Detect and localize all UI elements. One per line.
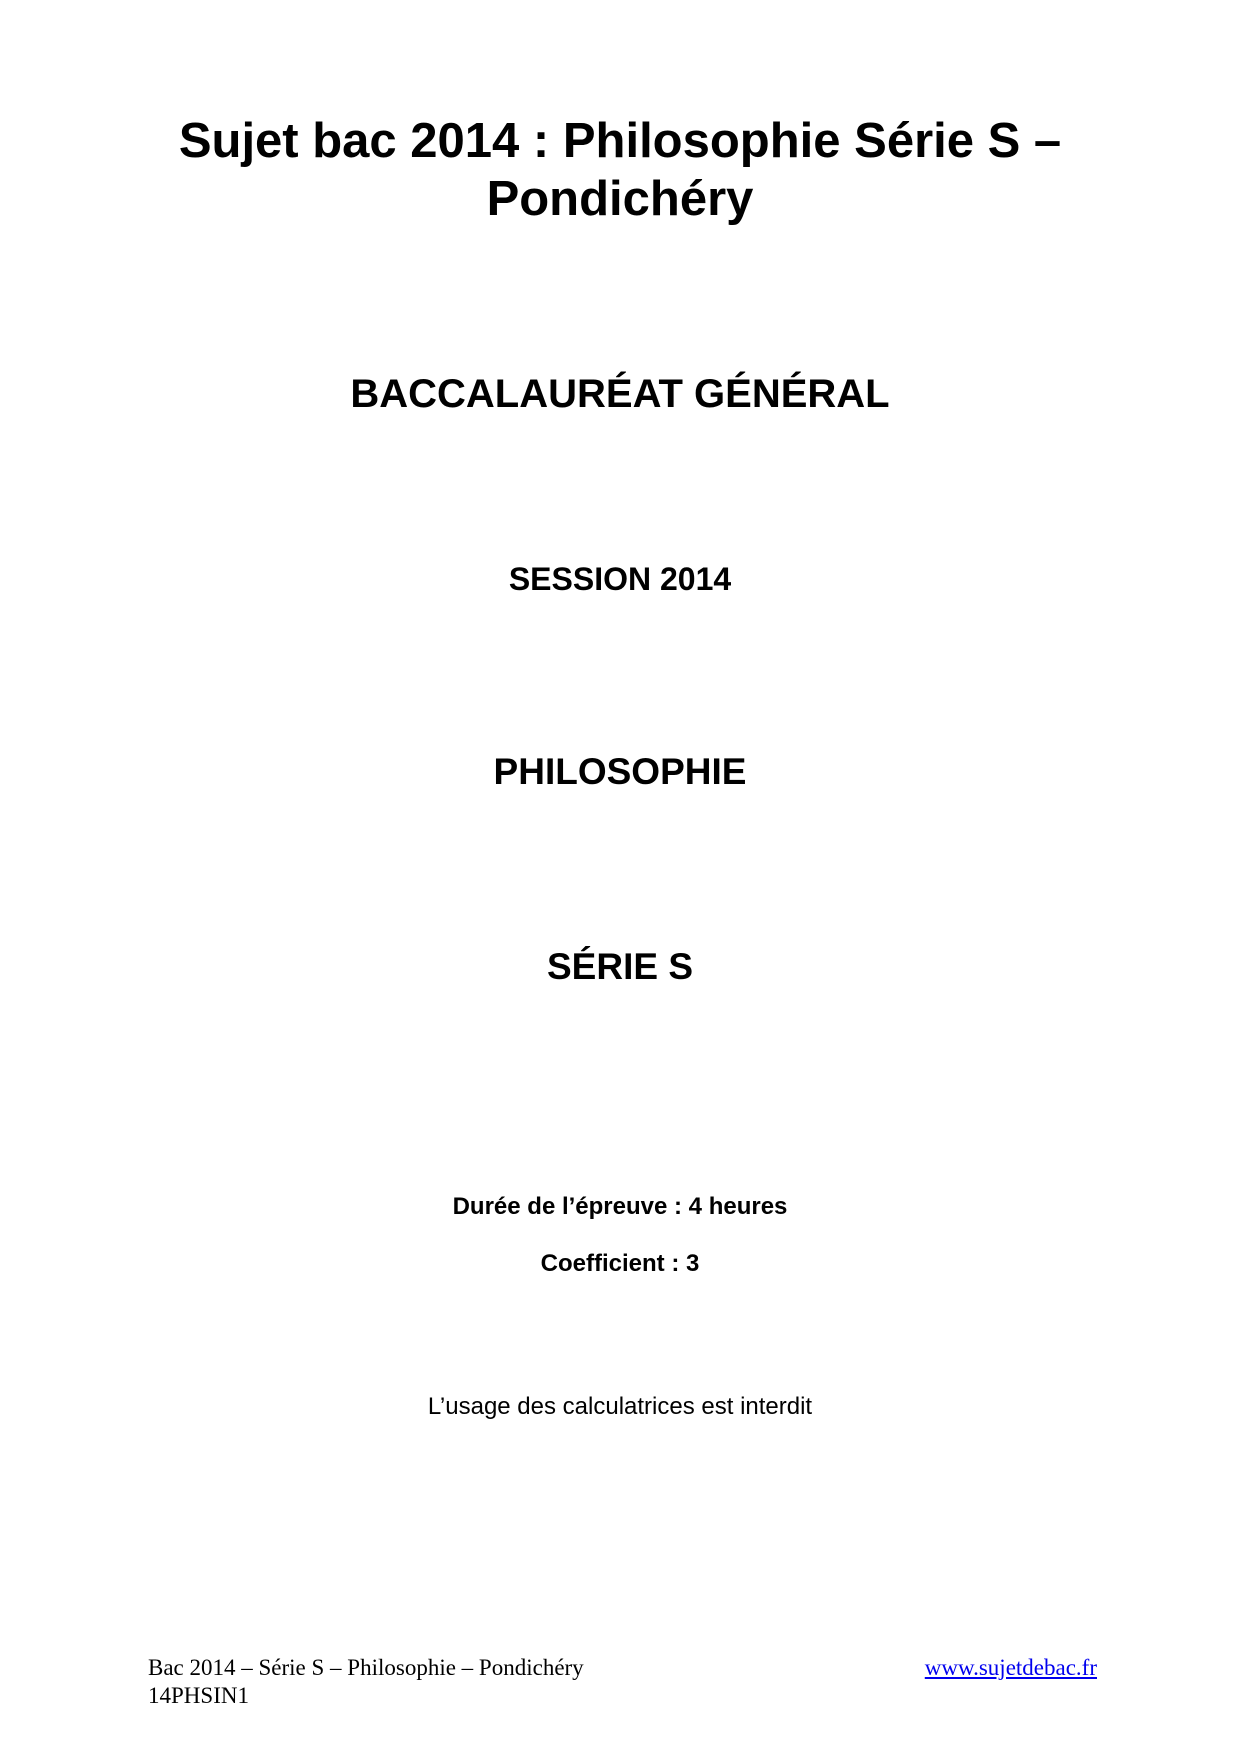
document-title <box>0 112 1240 228</box>
footer-website-link[interactable]: www.sujetdebac.fr <box>924 1655 1097 1680</box>
calculator-notice: L’usage des calculatrices est interdit <box>427 1393 813 1420</box>
footer-line-1: Bac 2014 – Série S – Philosophie – Pondichéry <box>148 1655 584 1680</box>
title-line-2: Pondichéry <box>486 172 754 226</box>
footer-info <box>148 1654 584 1710</box>
serie-label: SÉRIE S <box>547 946 693 987</box>
duration-label: Durée de l’épreuve : 4 heures <box>452 1193 788 1220</box>
title-line-1: Sujet bac 2014 : Philosophie Série S – <box>178 114 1062 168</box>
session-label: SESSION 2014 <box>508 561 732 597</box>
subject-label: PHILOSOPHIE <box>493 751 747 792</box>
coefficient-label: Coefficient : 3 <box>540 1250 700 1277</box>
footer-code: 14PHSIN1 <box>148 1683 249 1708</box>
exam-heading: BACCALAURÉAT GÉNÉRAL <box>350 372 890 416</box>
